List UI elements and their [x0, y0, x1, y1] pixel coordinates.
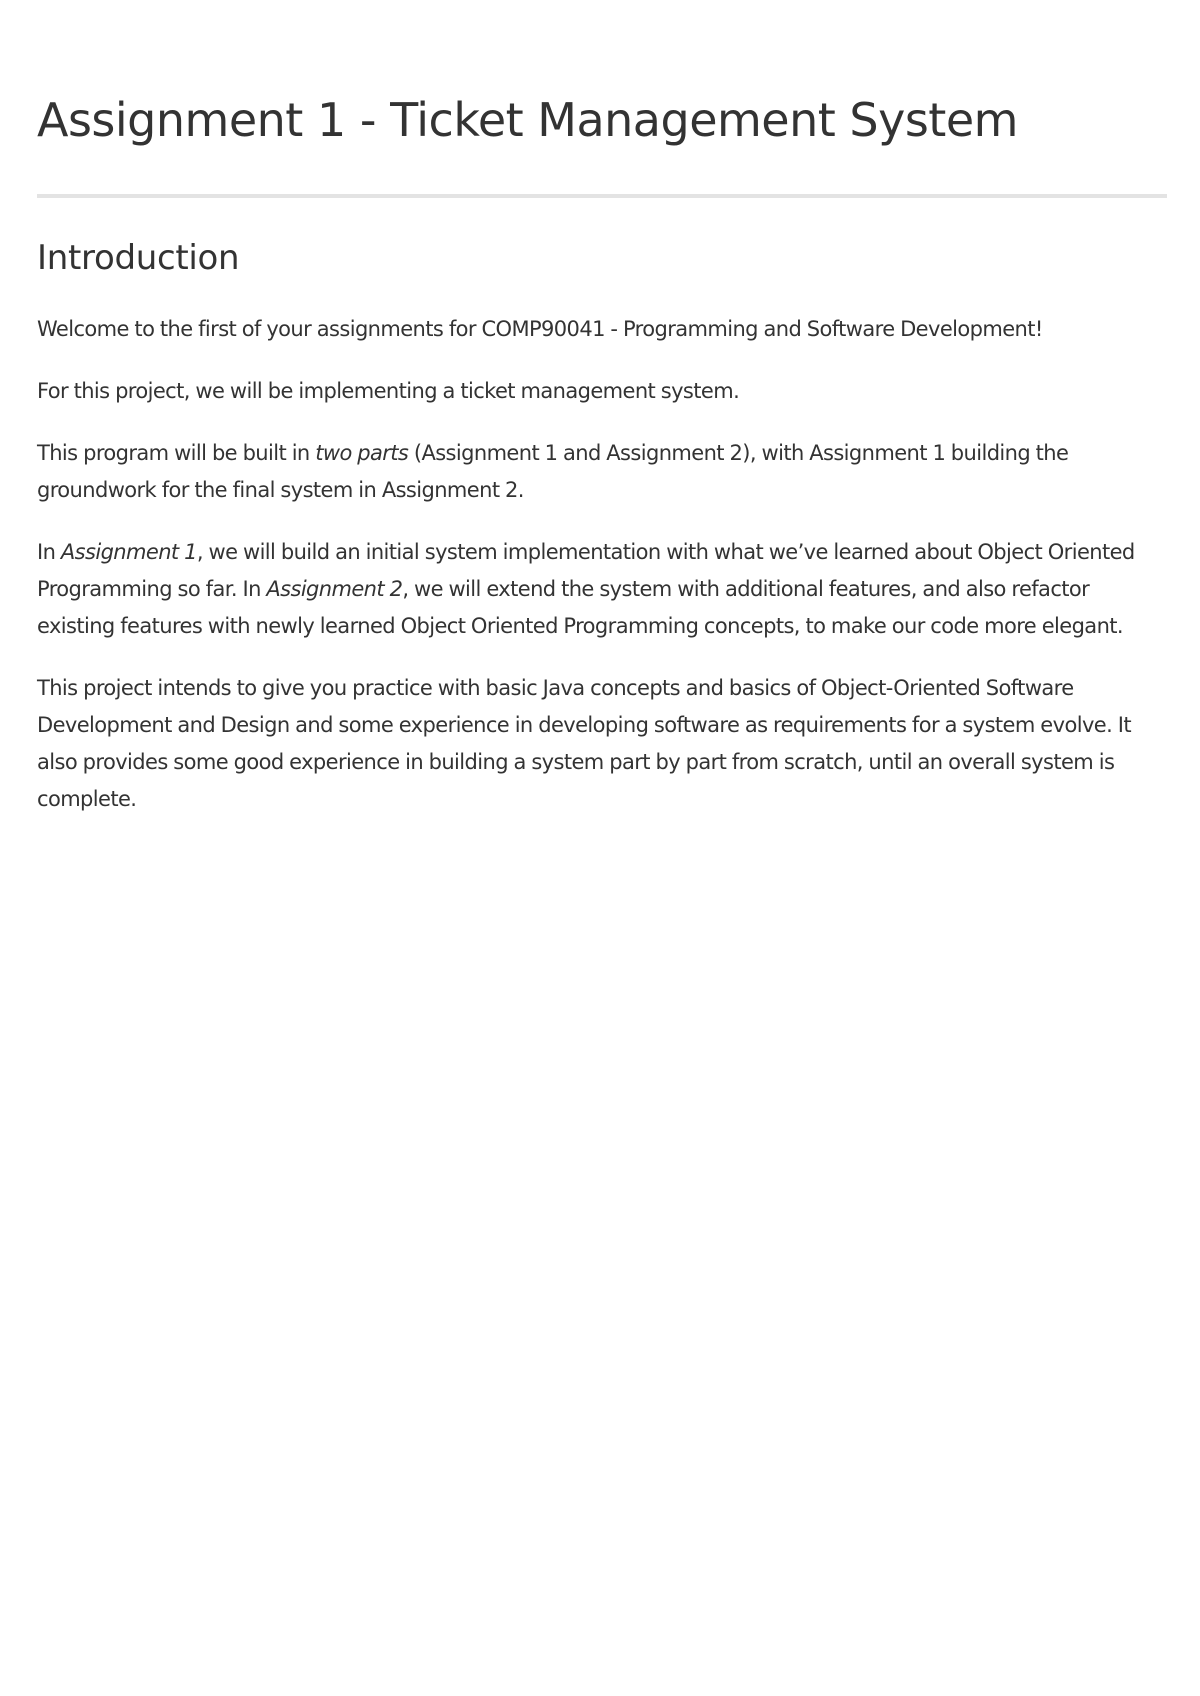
paragraph-text: Welcome to the first of your assignments for COMP90041 - Programming and Software Development!: [37, 317, 1043, 341]
paragraph-text: This project intends to give you practice with basic Java concepts and basics of Object-Oriented Software Development and Design and some experience in developing software as requirements for a system evolve. It also provides some good experience in building a system part by part from scratch, until an overall system is complete.: [37, 676, 1131, 811]
paragraph-text: , we will extend the system with additional features, and also refactor existing features with newly learned Object Oriented Programming concepts, to make our code more elegant.: [37, 577, 1123, 638]
paragraph-text: , we will build an initial system implementation with what we’ve learned about Object Oriented Programming so far. In: [37, 540, 1135, 601]
paragraph-project-goals: [37, 670, 1167, 818]
emphasis-text: Assignment 1: [60, 540, 197, 564]
paragraph-text: This program will be built in: [37, 441, 316, 465]
document-title: Assignment 1 - Ticket Management System: [37, 93, 1018, 147]
paragraph-welcome: [37, 311, 1167, 348]
paragraph-text: In: [37, 540, 61, 564]
document-page: [37, 0, 1167, 818]
paragraph-project-intro: [37, 373, 1167, 410]
section-heading-introduction: Introduction: [37, 238, 240, 278]
paragraph-text: (Assignment 1 and Assignment 2), with Assignment 1 building the groundwork for the final system in Assignment 2.: [37, 441, 1069, 502]
paragraph-text: For this project, we will be implementing a ticket management system.: [37, 379, 740, 403]
emphasis-text: Assignment 2: [266, 577, 403, 601]
paragraph-assignment-plan: [37, 534, 1167, 645]
emphasis-text: two parts: [315, 441, 409, 465]
title-divider: [37, 194, 1167, 198]
paragraph-two-parts: [37, 435, 1167, 509]
